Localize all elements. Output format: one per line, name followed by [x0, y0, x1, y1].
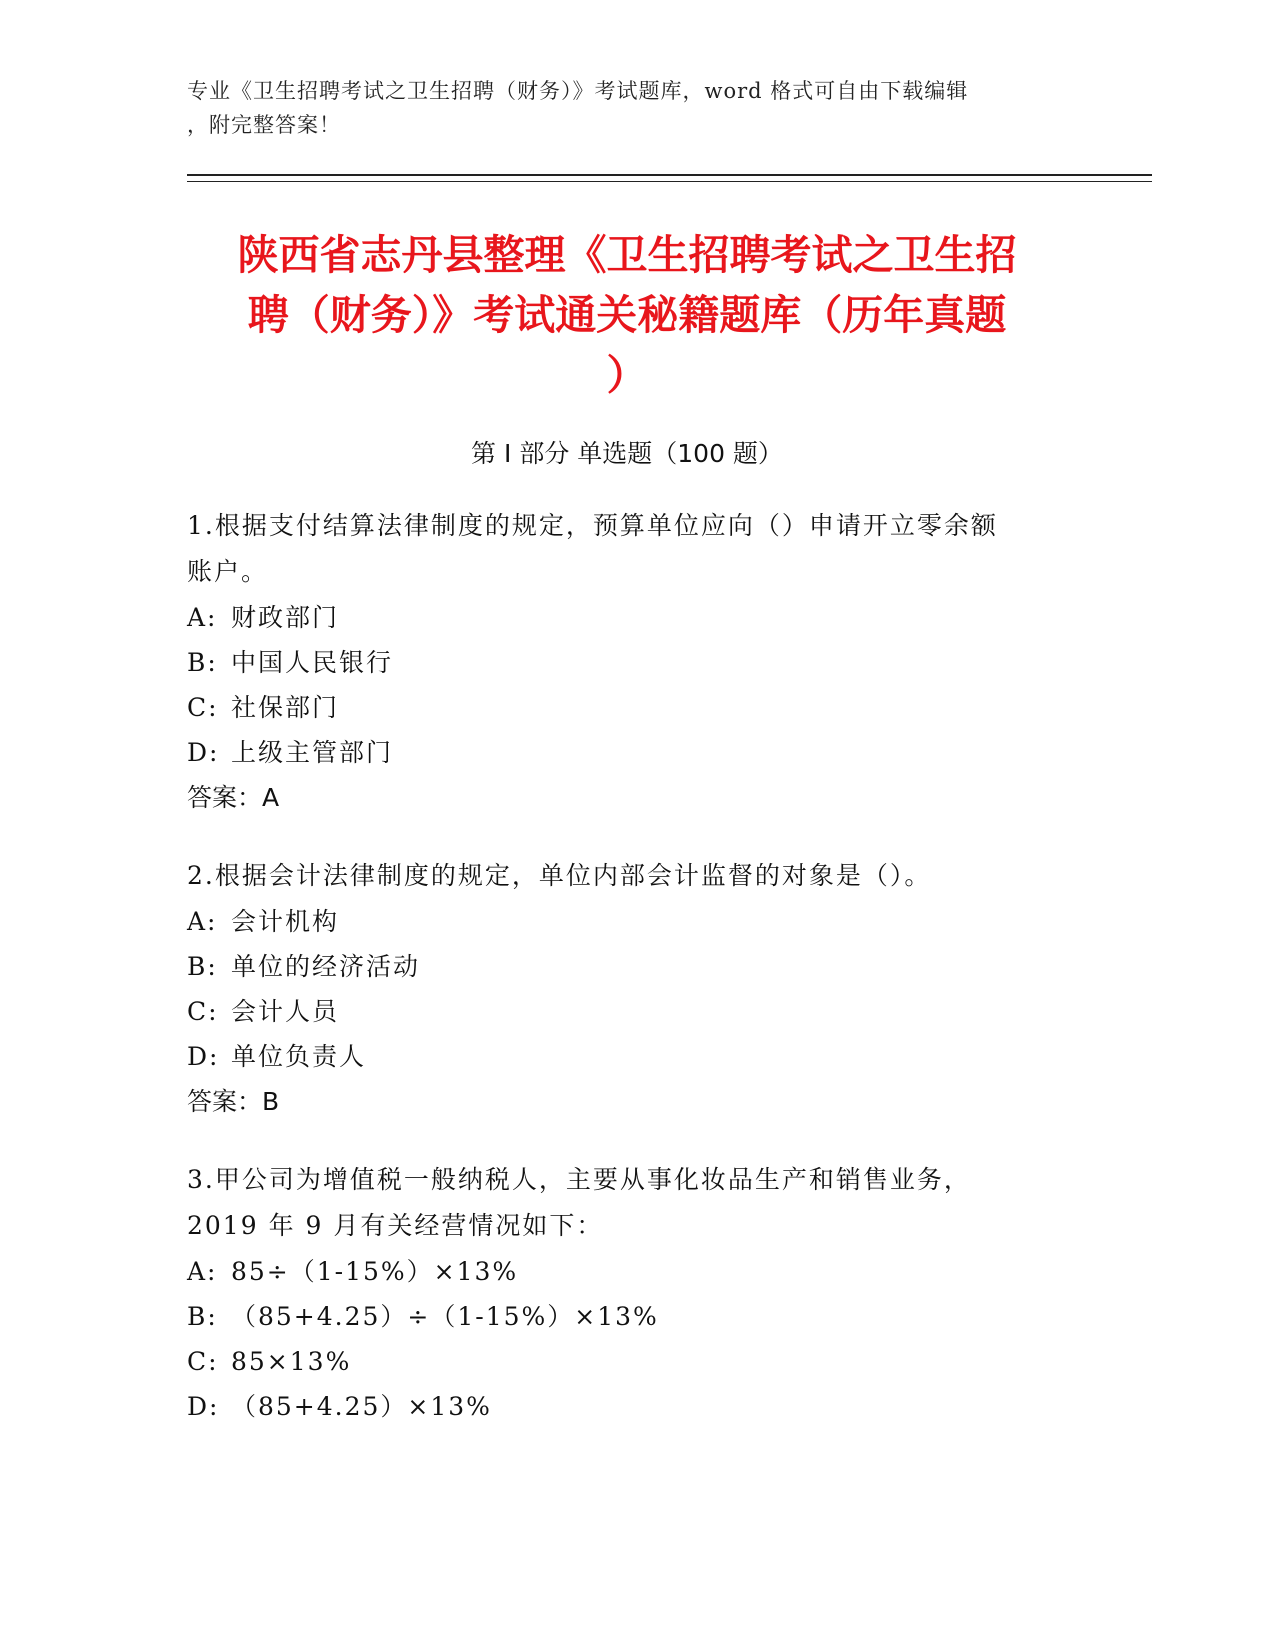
option-a	[187, 899, 1067, 944]
question-stem-line-2: 账户。	[187, 557, 269, 586]
option-key: D:	[187, 1392, 220, 1421]
question-3	[187, 1157, 1067, 1429]
option-b	[187, 944, 1067, 989]
answer: 答案：B	[187, 1087, 280, 1116]
option-d	[187, 1384, 1067, 1429]
option-key: D:	[187, 1042, 220, 1071]
option-c	[187, 685, 1067, 730]
header-note-line-2: ，附完整答案！	[187, 113, 341, 137]
option-key: C:	[187, 1347, 219, 1376]
header-rule-thick	[187, 174, 1152, 176]
document-title-line-3: ）	[606, 351, 648, 399]
option-key: B:	[187, 648, 218, 677]
document-title	[187, 225, 1067, 405]
option-c	[187, 989, 1067, 1034]
option-text: 财政部门	[231, 603, 340, 632]
option-text: 社保部门	[231, 693, 340, 722]
question-stem-line-2: 2019 年 9 月有关经营情况如下：	[187, 1211, 604, 1240]
question-stem-line-1: 2.根据会计法律制度的规定，单位内部会计监督的对象是（）。	[187, 861, 932, 890]
header-note	[187, 74, 1067, 142]
option-c	[187, 1339, 1067, 1384]
option-key: C:	[187, 997, 219, 1026]
option-b	[187, 1294, 1067, 1339]
option-key: A:	[187, 603, 218, 632]
question-stem	[187, 503, 1067, 595]
option-text: 中国人民银行	[231, 648, 394, 677]
option-key: D:	[187, 738, 220, 767]
option-b	[187, 640, 1067, 685]
option-key: B:	[187, 1302, 218, 1331]
question-1	[187, 503, 1067, 821]
question-stem-line-1: 3.甲公司为增值税一般纳税人，主要从事化妆品生产和销售业务，	[187, 1165, 971, 1194]
option-text: 会计人员	[231, 997, 340, 1026]
option-d	[187, 1034, 1067, 1079]
question-stem-line-1: 1.根据支付结算法律制度的规定，预算单位应向（）申请开立零余额	[187, 511, 998, 540]
option-text: 单位的经济活动	[231, 952, 421, 981]
option-text: 85÷（1-15%）×13%	[231, 1257, 519, 1286]
question-stem	[187, 1157, 1067, 1249]
header-rule-thin	[187, 181, 1152, 182]
option-key: C:	[187, 693, 219, 722]
option-a	[187, 1249, 1067, 1294]
option-key: B:	[187, 952, 218, 981]
option-text: 会计机构	[231, 907, 340, 936]
document-title-line-1: 陕西省志丹县整理《卫生招聘考试之卫生招	[237, 231, 1017, 279]
option-text: 上级主管部门	[231, 738, 394, 767]
option-a	[187, 595, 1067, 640]
option-text: （85+4.25）÷（1-15%）×13%	[231, 1302, 659, 1331]
option-key: A:	[187, 1257, 218, 1286]
document-title-line-2: 聘（财务）》考试通关秘籍题库（历年真题	[247, 291, 1007, 339]
answer: 答案：A	[187, 783, 280, 812]
option-d	[187, 730, 1067, 775]
question-stem	[187, 853, 1067, 899]
option-text: 单位负责人	[231, 1042, 367, 1071]
header-note-line-1: 专业《卫生招聘考试之卫生招聘（财务）》考试题库，word 格式可自由下载编辑	[187, 79, 969, 103]
section-heading: 第 I 部分 单选题（100 题）	[471, 439, 783, 468]
option-text: 85×13%	[231, 1347, 352, 1376]
option-key: A:	[187, 907, 218, 936]
option-text: （85+4.25）×13%	[231, 1392, 492, 1421]
question-2	[187, 853, 1067, 1125]
